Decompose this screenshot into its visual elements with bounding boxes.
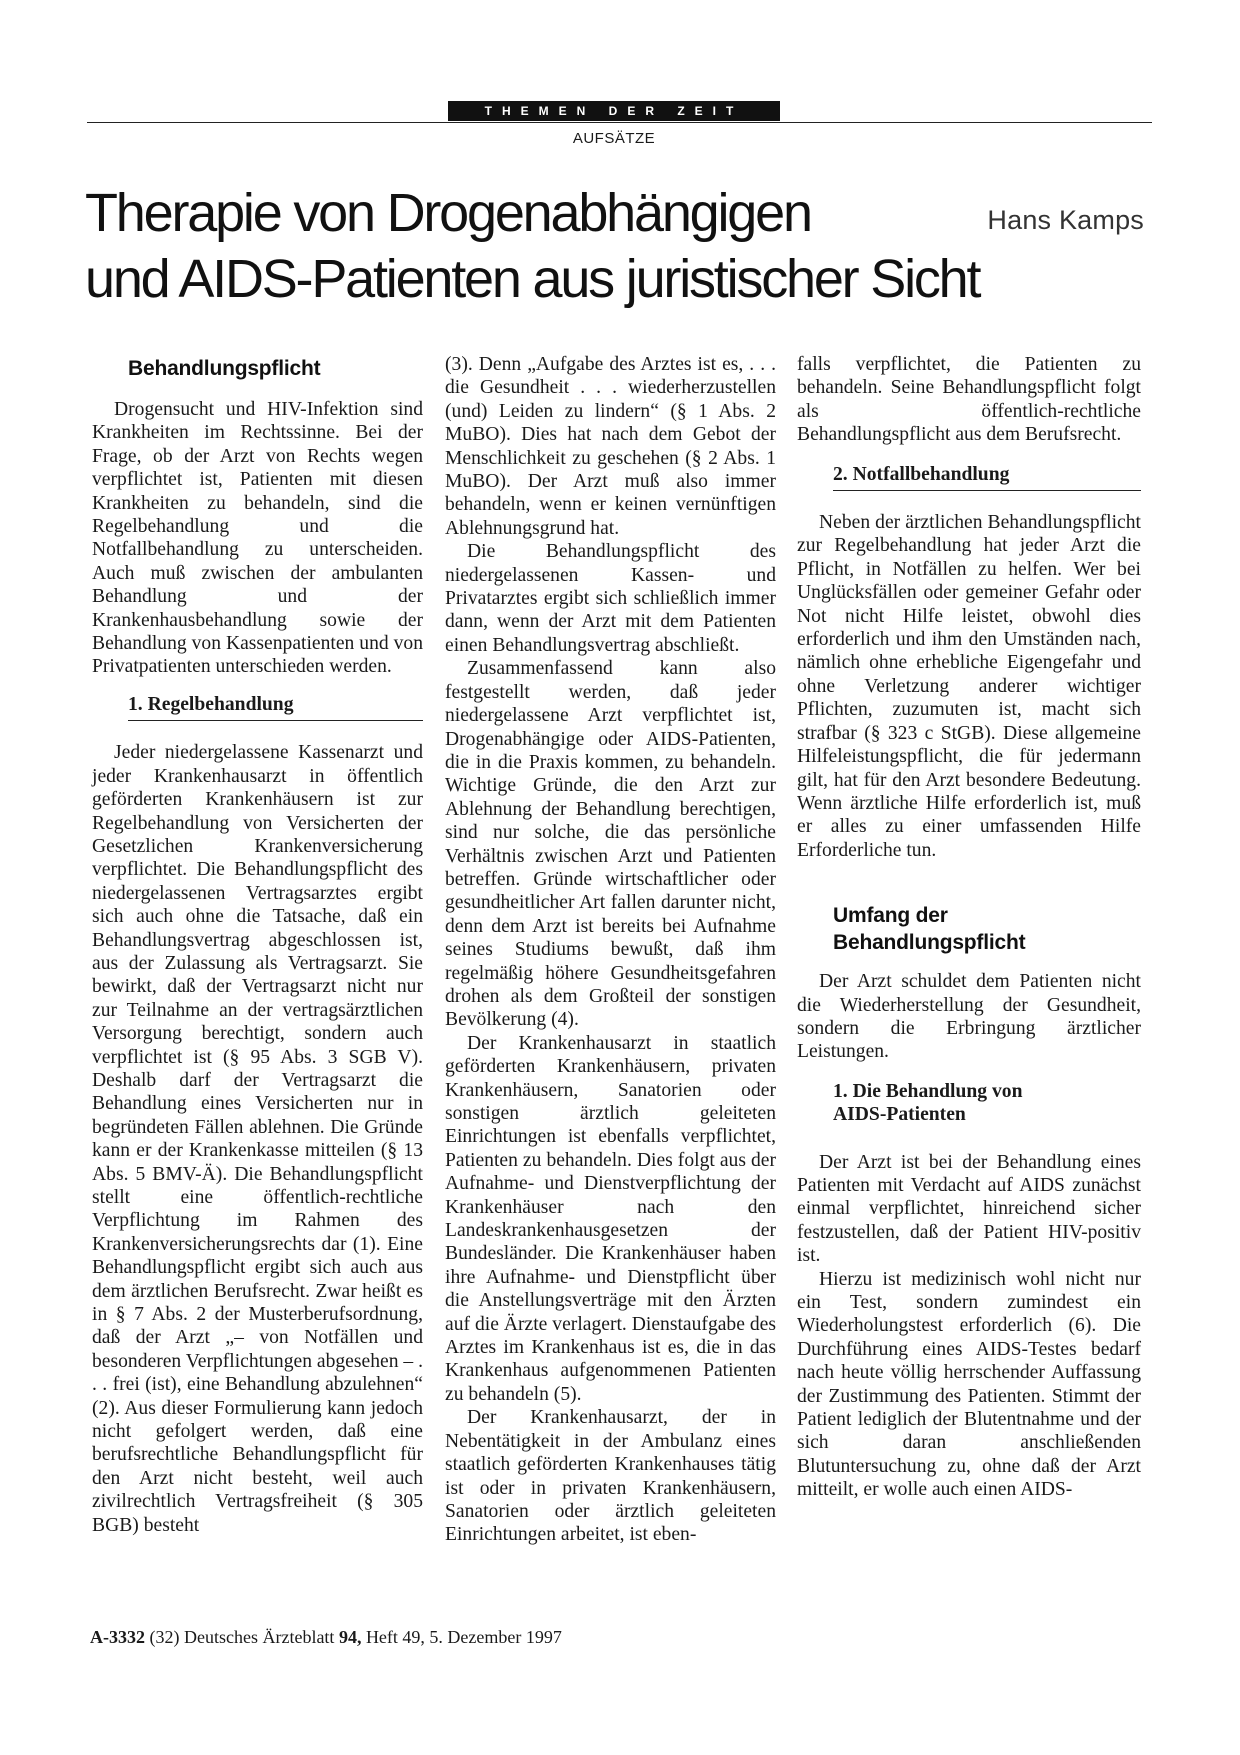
article-title [85, 180, 1160, 312]
subsection-heading [833, 1080, 1141, 1131]
article-title-line1: Therapie von Drogenabhängigen [85, 183, 811, 243]
section-heading: Behandlungspflicht [128, 357, 321, 380]
header-rule [87, 122, 1152, 123]
section-label: THEMEN DER ZEIT [448, 101, 780, 121]
paragraph: Jeder niedergelassene Kassenarzt und jeder Krankenhausarzt in öffentlich geförderten Krankenhäusern ist zur Regelbehandlung von Versicherten der Gesetzlichen Krankenversicherung verpflichtet. Die Behandlungspflicht des niedergelassenen Vertragsarztes ergibt sich auch ohne die Tatsache, daß ein Behandlungsvertrag abgeschlossen ist, aus der Zulassung als Vertragsarzt. Sie bewirkt, daß der Vertragsarzt nicht nur zur Teilnahme an der vertragsärztlichen Versorgung berechtigt, sondern auch verpflichtet ist (§ 95 Abs. 3 SGB V). Deshalb darf der Vertragsarzt die Behandlung eines Versicherten nur in begründeten Fällen ablehnen. Die Gründe kann er der Krankenkasse mitteilen (§ 13 Abs. 5 BMV-Ä). Die Behandlungspflicht stellt eine öffentlich-rechtliche Verpflichtung im Rahmen des Krankenversicherungsrechts dar (1). Eine Behandlungspflicht ergibt sich auch aus dem ärztlichen Berufsrecht. Zwar heißt es in § 7 Abs. 2 der Musterberufsordnung, daß der Arzt „– von Notfällen und besonderen Verpflichtungen abgesehen – . . . frei (ist), eine Behandlung abzulehnen“ (2). Aus dieser Formulierung kann jedoch nicht gefolgert werden, daß eine berufsrechtliche Behandlungspflicht für den Arzt nicht besteht, weil auch zivilrechtlich Vertragsfreiheit (§ 305 BGB) besteht [92, 742, 423, 1536]
paragraph: Hierzu ist medizinisch wohl nicht nur ein Test, sondern zumindest ein Wiederholungstest erforderlich (6). Die Durchführung eines AIDS-Testes bedarf nach heute völlig herrschender Auffassung der Zustimmung des Patienten. Stimmt der Patient lediglich der Blutentnahme und der sich daran anschließenden Blutuntersuchung zu, ohne daß der Arzt mitteilt, er wolle auch einen AIDS- [797, 1268, 1141, 1501]
paragraph: Der Krankenhausarzt, der in Nebentätigkeit in der Ambulanz eines staatlich geförderten Krankenhauses tätig ist oder in privaten Krankenhäusern, Sanatorien oder ärztlich geleiteten Einrichtungen arbeitet, ist eben- [445, 1407, 776, 1546]
article-author: Hans Kamps [987, 205, 1144, 235]
paragraph: Der Arzt ist bei der Behandlung eines Patienten mit Verdacht auf AIDS zunächst einmal verpflichtet, hinreichend sicher festzustellen, daß der Patient HIV-positiv ist. [797, 1151, 1141, 1267]
section-heading-line2: Behandlungspflicht [833, 931, 1026, 955]
text-column-1 [92, 355, 423, 1537]
section-heading [833, 902, 1141, 956]
paragraph: (3). Denn „Aufgabe des Arztes ist es, . . . die Gesundheit . . . wiederherzustellen (und) Leiden zu lindern“ (§ 1 Abs. 2 MuBO). Dies hat nach dem Gebot der Menschlichkeit zu geschehen (§ 2 Abs. 1 MuBO). Der Arzt muß also immer behandeln, wenn er keinen vernünftigen Ablehnungsgrund hat. [445, 354, 776, 539]
paragraph: Die Behandlungspflicht des niedergelassenen Kassen- und Privatarztes ergibt sich schließlich immer dann, wenn der Arzt mit dem Patienten einen Behandlungsvertrag abschließt. [445, 541, 776, 656]
footer-volume: 94, [338, 1627, 362, 1647]
subsection-heading-line1: 1. Die Behandlung von [833, 1080, 1023, 1102]
paragraph: Drogensucht und HIV-Infektion sind Krankheiten im Rechtssinne. Bei der Frage, ob der Arzt von Rechts wegen verpflichtet ist, Patienten mit diesen Krankheiten zu behandeln, sind die Regelbehandlung und die Notfallbehandlung zu unterscheiden. Auch muß zwischen der ambulanten Behandlung und der Krankenhausbehandlung sowie der Behandlung von Kassenpatienten und von Privatpatienten unterschieden werden. [92, 399, 423, 678]
subsection-label: AUFSÄTZE [572, 130, 656, 147]
text-column-2 [445, 353, 776, 1547]
article-title-line2: und AIDS-Patienten aus juristischer Sicht [85, 249, 980, 309]
page-code: A-3332 [90, 1627, 145, 1647]
footer-issue: Heft 49, 5. Dezember 1997 [365, 1627, 562, 1647]
section-heading-line1: Umfang der [833, 904, 948, 928]
paragraph: falls verpflichtet, die Patienten zu behandeln. Seine Behandlungspflicht folgt als öffentlich-rechtliche Behandlungspflicht aus dem Berufsrecht. [797, 354, 1141, 446]
subsection-heading: 1. Regelbehandlung [128, 693, 423, 721]
subsection-heading-line2: AIDS-Patienten [833, 1104, 966, 1126]
text-column-3 [797, 353, 1141, 1502]
paragraph: Neben der ärztlichen Behandlungspflicht zur Regelbehandlung hat jeder Arzt die Pflicht, in Notfällen zu helfen. Wer bei Unglücksfällen oder gemeiner Gefahr oder Not nicht Hilfe leistet, obwohl dies erforderlich und ihm den Umständen nach, nämlich ohne erhebliche Eigengefahr und ohne Verletzung anderer wichtiger Pflichten, zuzumuten ist, macht sich strafbar (§ 323 c StGB). Diese allgemeine Hilfeleistungspflicht, die für jedermann gilt, hat für den Arzt besondere Bedeutung. Wenn ärztliche Hilfe erforderlich ist, muß er alles zu einer umfassenden Hilfe Erforderliche tun. [797, 512, 1141, 861]
footer-journal: (32) Deutsches Ärzteblatt [149, 1627, 335, 1647]
paragraph: Der Krankenhausarzt in staatlich geförderten Krankenhäusern, privaten Krankenhäusern, Sanatorien oder sonstigen ärztlich geleiteten Einrichtungen ist ebenfalls verpflichtet, Patienten zu behandeln. Dies folgt aus der Aufnahme- und Dienstverpflichtung der Krankenhäuser nach den Landeskrankenhausgesetzen der Bundesländer. Die Krankenhäuser haben ihre Aufnahme- und Dienstpflicht über die Anstellungsverträge mit den Ärzten auf die Ärzte verlagert. Dienstaufgabe des Arztes im Krankenhaus ist es, die in das Krankenhaus aufgenommenen Patienten zu behandeln (5). [445, 1032, 776, 1405]
page-footer [90, 1627, 562, 1648]
paragraph: Zusammenfassend kann also festgestellt werden, daß jeder niedergelassene Arzt verpflichtet ist, Drogenabhängige oder AIDS-Patienten, die in die Praxis kommen, zu behandeln. Wichtige Gründe, die den Arzt zur Ablehnung der Behandlung berechtigen, sind nur solche, die das persönliche Verhältnis zwischen Arzt und Patienten betreffen. Gründe wirtschaftlicher oder gesundheitlicher Art fallen darunter nicht, denn dem Arzt ist bereits bei Aufnahme seines Studiums bewußt, daß ihm regelmäßig höhere Gesundheitsgefahren drohen als dem Großteil der sonstigen Bevölkerung (4). [445, 658, 776, 1031]
subsection-heading: 2. Notfallbehandlung [833, 463, 1141, 491]
paragraph: Der Arzt schuldet dem Patienten nicht die Wiederherstellung der Gesundheit, sondern die Erbringung ärztlicher Leistungen. [797, 971, 1141, 1063]
